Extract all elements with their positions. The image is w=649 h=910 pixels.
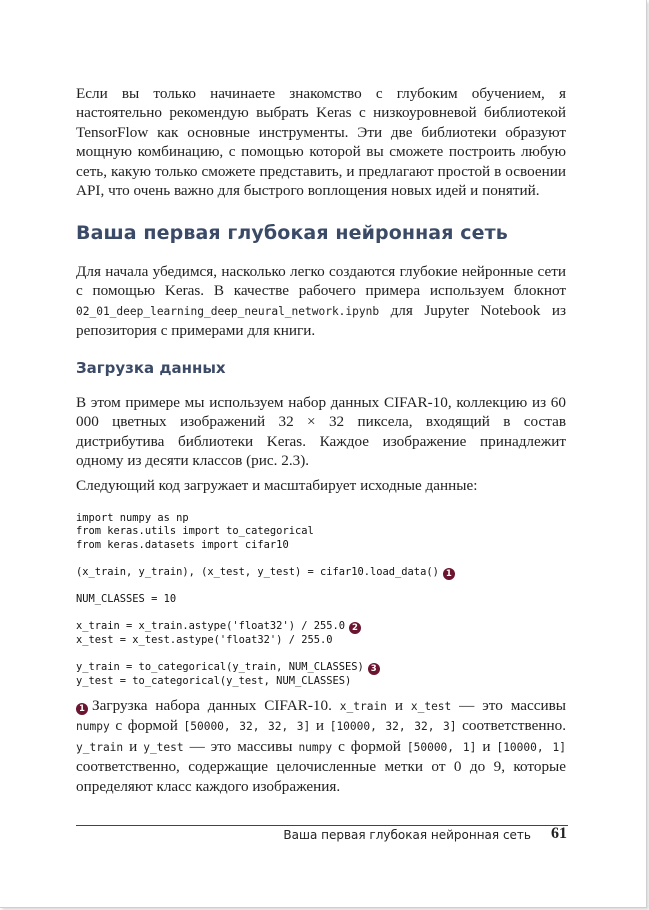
inline-code: [10000, 1] xyxy=(496,740,566,754)
inline-code: y_test xyxy=(143,740,184,754)
code-listing xyxy=(76,512,566,688)
callout-marker: 1 xyxy=(443,568,455,580)
text: Для начала убедимся, насколько легко создаются глубокие нейронные сети с помощью Keras. В качестве рабочего примера используем блокнот xyxy=(76,263,566,300)
text: соответственно. xyxy=(456,717,566,735)
code-line: import numpy as np xyxy=(76,512,189,524)
code-text: (x_train, y_train), (x_test, y_test) = cifar10.load_data() xyxy=(76,565,439,578)
notebook-name: 02_01_deep_learning_deep_neural_network.ipynb xyxy=(76,304,380,318)
text: — это массивы xyxy=(451,697,566,714)
example-paragraph xyxy=(76,262,566,341)
code-line xyxy=(76,661,566,675)
inline-code: [10000, 32, 32, 3] xyxy=(329,720,457,734)
code-intro-paragraph: Следующий код загружает и масштабирует исходные данные: xyxy=(76,477,478,494)
text: с формой xyxy=(109,717,184,735)
intro-paragraph: Если вы только начинаете знакомство с глубоким обучением, я настоятельно рекомендую выбрать Keras с низкоуровневой библиотекой TensorFlow как основные инструменты. Эти две библиотеки образуют мощную комбинацию, с помощью которой вы сможете построить любую сеть, какую только сможете представить, и предлагают простой в освоении API, что очень важно для быстрого воплощения новых идей и понятий. xyxy=(76,85,566,200)
inline-code: numpy xyxy=(76,720,110,734)
page-number: 61 xyxy=(551,825,567,842)
subsection-heading: Загрузка данных xyxy=(76,359,226,377)
callout-marker: 1 xyxy=(76,703,88,715)
inline-code: x_train xyxy=(339,700,387,713)
text: и xyxy=(310,717,330,735)
callout-marker: 2 xyxy=(349,622,361,634)
text: и xyxy=(476,737,497,755)
code-line: y_test = to_categorical(y_test, NUM_CLASSES) xyxy=(76,674,352,687)
text: и xyxy=(386,697,411,714)
code-line xyxy=(76,620,566,634)
callout-marker: 3 xyxy=(368,663,380,675)
code-text: x_train = x_train.astype('float32') / 255.0 xyxy=(76,619,345,632)
inline-code: [50000, 1] xyxy=(406,740,477,754)
inline-code: [50000, 32, 32, 3] xyxy=(183,720,311,734)
inline-code: numpy xyxy=(298,740,333,754)
code-line: from keras.datasets import cifar10 xyxy=(76,538,289,551)
inline-code: x_test xyxy=(410,700,452,713)
code-line xyxy=(76,566,566,580)
code-text: y_train = to_categorical(y_train, NUM_CLASSES) xyxy=(76,660,364,673)
footer-rule xyxy=(76,825,568,826)
text: с формой xyxy=(332,737,407,755)
text: для Jupyter Notebook из репозитория с примерами для книги. xyxy=(76,301,566,340)
code-line: from keras.utils import to_categorical xyxy=(76,525,314,538)
text: соответственно, содержащие целочисленные метки от 0 до 9, которые определяют класс каждого изображения. xyxy=(76,758,566,795)
section-heading: Ваша первая глубокая нейронная сеть xyxy=(76,222,508,244)
code-line: x_test = x_test.astype('float32') / 255.0 xyxy=(76,633,333,646)
text: Загрузка набора данных CIFAR-10. xyxy=(92,697,340,714)
dataset-paragraph: В этом примере мы используем набор данных CIFAR-10, коллекцию из 60 000 цветных изображений 32 × 32 пиксела, входящий в состав дистрибутива библиотеки Keras. Каждое изображение принадлежит одному из десяти классов (рис. 2.3). xyxy=(76,394,566,470)
code-line: NUM_CLASSES = 10 xyxy=(76,593,177,605)
text: — это массивы xyxy=(183,737,299,755)
callout-explanation xyxy=(76,696,566,796)
text: и xyxy=(123,737,144,755)
inline-code: y_train xyxy=(76,740,124,754)
running-footer-title: Ваша первая глубокая нейронная сеть xyxy=(283,828,531,842)
